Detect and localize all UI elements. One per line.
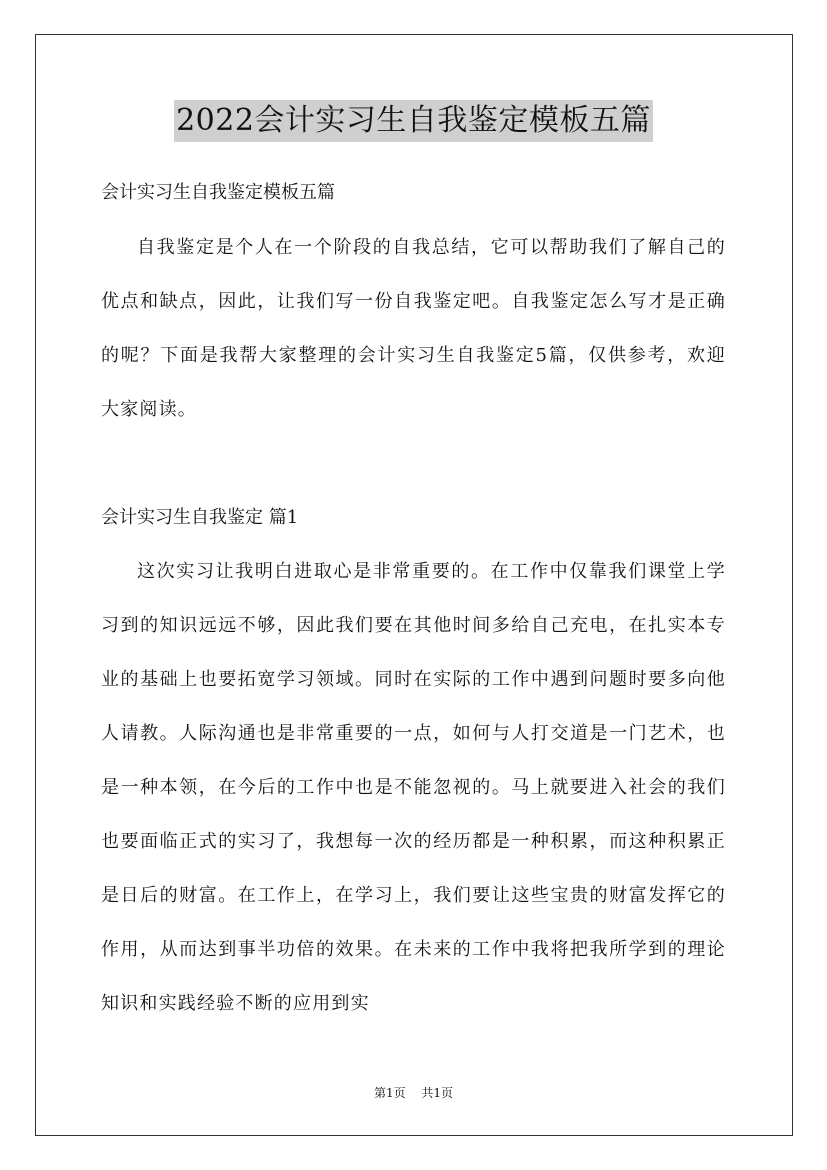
page-footer xyxy=(0,1084,827,1102)
section-heading: 会计实习生自我鉴定 篇1 xyxy=(101,507,299,528)
title-container xyxy=(0,100,827,142)
intro-paragraph: 自我鉴定是个人在一个阶段的自我总结，它可以帮助我们了解自己的优点和缺点，因此，让我们写一份自我鉴定吧。自我鉴定怎么写才是正确的呢？下面是我帮大家整理的会计实习生自我鉴定5篇，仅供参考，欢迎大家阅读。 xyxy=(101,237,726,420)
document-subtitle: 会计实习生自我鉴定模板五篇 xyxy=(101,182,335,203)
section-paragraph: 这次实习让我明白进取心是非常重要的。在工作中仅靠我们课堂上学习到的知识远远不够，因此我们要在其他时间多给自己充电，在扎实本专业的基础上也要拓宽学习领域。同时在实际的工作中遇到问题时要多向他人请教。人际沟通也是非常重要的一点，如何与人打交道是一门艺术，也是一种本领，在今后的工作中也是不能忽视的。马上就要进入社会的我们也要面临正式的实习了，我想每一次的经历都是一种积累，而这种积累正是日后的财富。在工作上，在学习上，我们要让这些宝贵的财富发挥它的作用，从而达到事半功倍的效果。在未来的工作中我将把我所学到的理论知识和实践经验不断的应用到实 xyxy=(101,561,726,1014)
document-title: 2022会计实习生自我鉴定模板五篇 xyxy=(174,100,653,142)
page-total: 共1页 xyxy=(421,1086,454,1100)
page-number: 第1页 xyxy=(373,1086,406,1100)
